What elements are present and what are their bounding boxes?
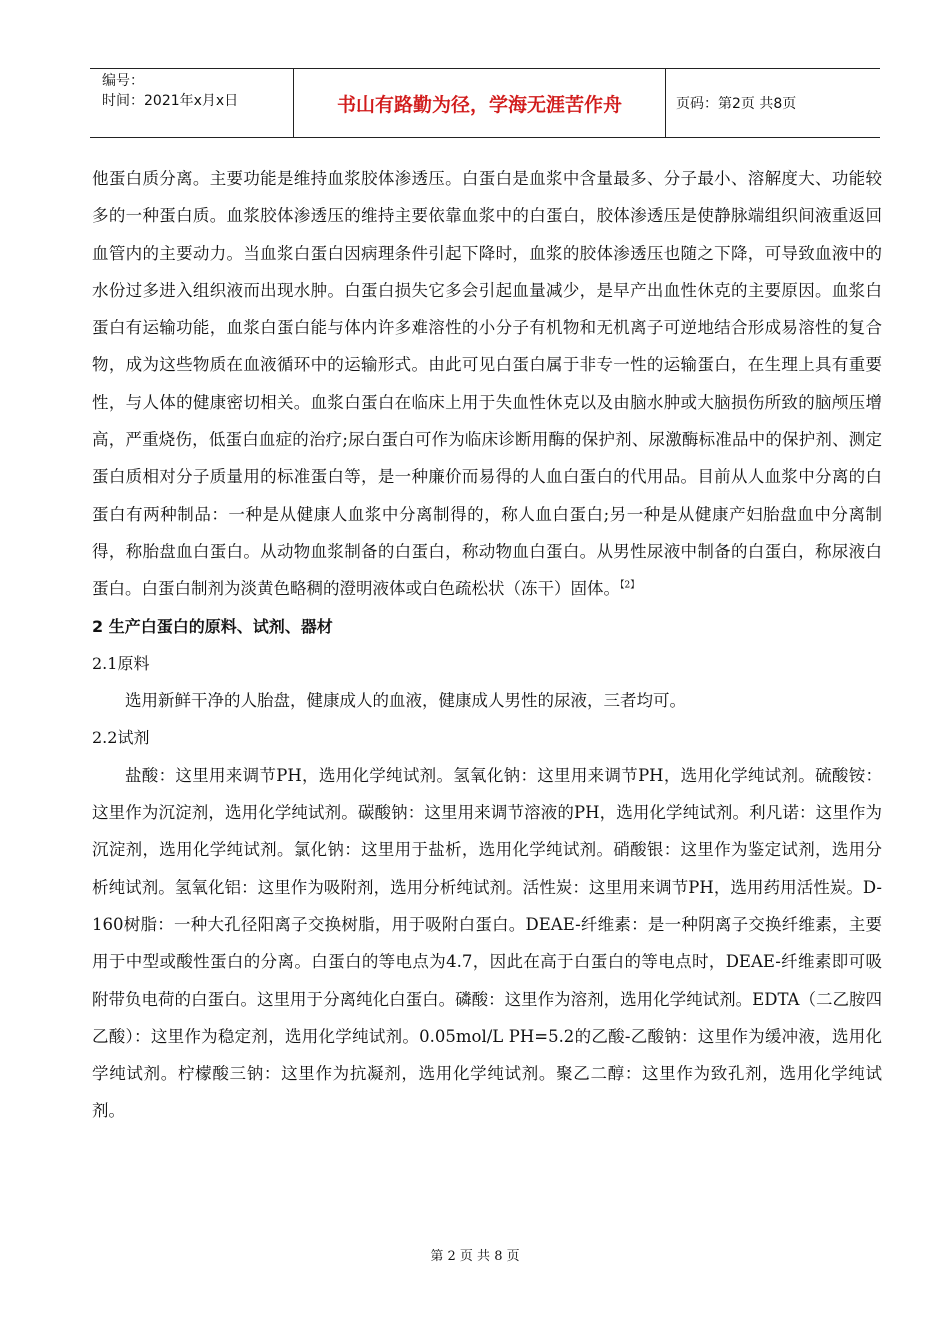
number-label: 编号：	[102, 73, 144, 89]
document-body	[92, 160, 882, 1130]
subsection-title-materials: 2.1原料	[92, 653, 150, 673]
header-motto: 书山有路勤为径，学海无涯苦作舟	[294, 69, 666, 137]
paragraph-materials: 选用新鲜干净的人胎盘，健康成人的血液，健康成人男性的尿液，三者均可。	[125, 691, 686, 711]
paragraph-albumin-function	[92, 160, 882, 608]
paragraph-reagents: 盐酸：这里用来调节PH，选用化学纯试剂。氢氧化钠：这里用来调节PH，选用化学纯试剂。硫酸铵：这里作为沉淀剂，选用化学纯试剂。碳酸钠：这里用来调节溶液的PH，选用化学纯试剂。利凡诺：这里作为沉淀剂，选用化学纯试剂。氯化钠：这里用于盐析，选用化学纯试剂。硝酸银：这里作为鉴定试剂，选用分析纯试剂。氢氧化铝：这里作为吸附剂，选用分析纯试剂。活性炭：这里用来调节PH，选用药用活性炭。D-160树脂：一种大孔径阳离子交换树脂，用于吸附白蛋白。DEAE-纤维素：是一种阴离子交换纤维素，主要用于中型或酸性蛋白的分离。白蛋白的等电点为4.7，因此在高于白蛋白的等电点时，DEAE-纤维素即可吸附带负电荷的白蛋白。这里用于分离纯化白蛋白。磷酸：这里作为溶剂，选用化学纯试剂。EDTA（二乙胺四乙酸）：这里作为稳定剂，选用化学纯试剂。0.05mol/L PH=5.2的乙酸-乙酸钠：这里作为缓冲液，选用化学纯试剂。柠檬酸三钠：这里作为抗凝剂，选用化学纯试剂。聚乙二醇：这里作为致孔剂，选用化学纯试剂。	[92, 765, 882, 1121]
time-label: 时间：2021年x月x日	[102, 93, 239, 109]
section-title: 2 生产白蛋白的原料、试剂、器材	[92, 616, 333, 636]
paragraph-text: 他蛋白质分离。主要功能是维持血浆胶体渗透压。白蛋白是血浆中含量最多、分子最小、溶解度大、功能较多的一种蛋白质。血浆胶体渗透压的维持主要依靠血浆中的白蛋白，胶体渗透压是使静脉端组织间液重返回血管内的主要动力。当血浆白蛋白因病理条件引起下降时，血浆的胶体渗透压也随之下降，可导致血液中的水份过多进入组织液而出现水肿。白蛋白损失它多会引起血量减少，是早产出血性休克的主要原因。血浆白蛋白有运输功能，血浆白蛋白能与体内许多难溶性的小分子有机物和无机离子可逆地结合形成易溶性的复合物，成为这些物质在血液循环中的运输形式。由此可见白蛋白属于非专一性的运输蛋白，在生理上具有重要性，与人体的健康密切相关。血浆白蛋白在临床上用于失血性休克以及由脑水肿或大脑损伤所致的脑颅压增高，严重烧伤，低蛋白血症的治疗;尿白蛋白可作为临床诊断用酶的保护剂、尿激酶标准品中的保护剂、测定蛋白质相对分子质量用的标准蛋白等，是一种廉价而易得的人血白蛋白的代用品。目前从人血浆中分离的白蛋白有两种制品：一种是从健康人血浆中分离制得的，称人血白蛋白;另一种是从健康产妇胎盘血中分离制得，称胎盘血白蛋白。从动物血浆制备的白蛋白，称动物血白蛋白。从男性尿液中制备的白蛋白，称尿液白蛋白。白蛋白制剂为淡黄色略稠的澄明液体或白色疏松状（冻干）固体。	[92, 169, 882, 599]
page-footer: 第 2 页 共 8 页	[430, 1249, 520, 1264]
citation-ref: 【2】	[620, 580, 640, 591]
page-header	[90, 68, 880, 138]
header-meta	[90, 69, 294, 137]
subsection-title-reagents: 2.2试剂	[92, 728, 150, 748]
header-page-label: 页码：第2页 共8页	[676, 96, 797, 112]
